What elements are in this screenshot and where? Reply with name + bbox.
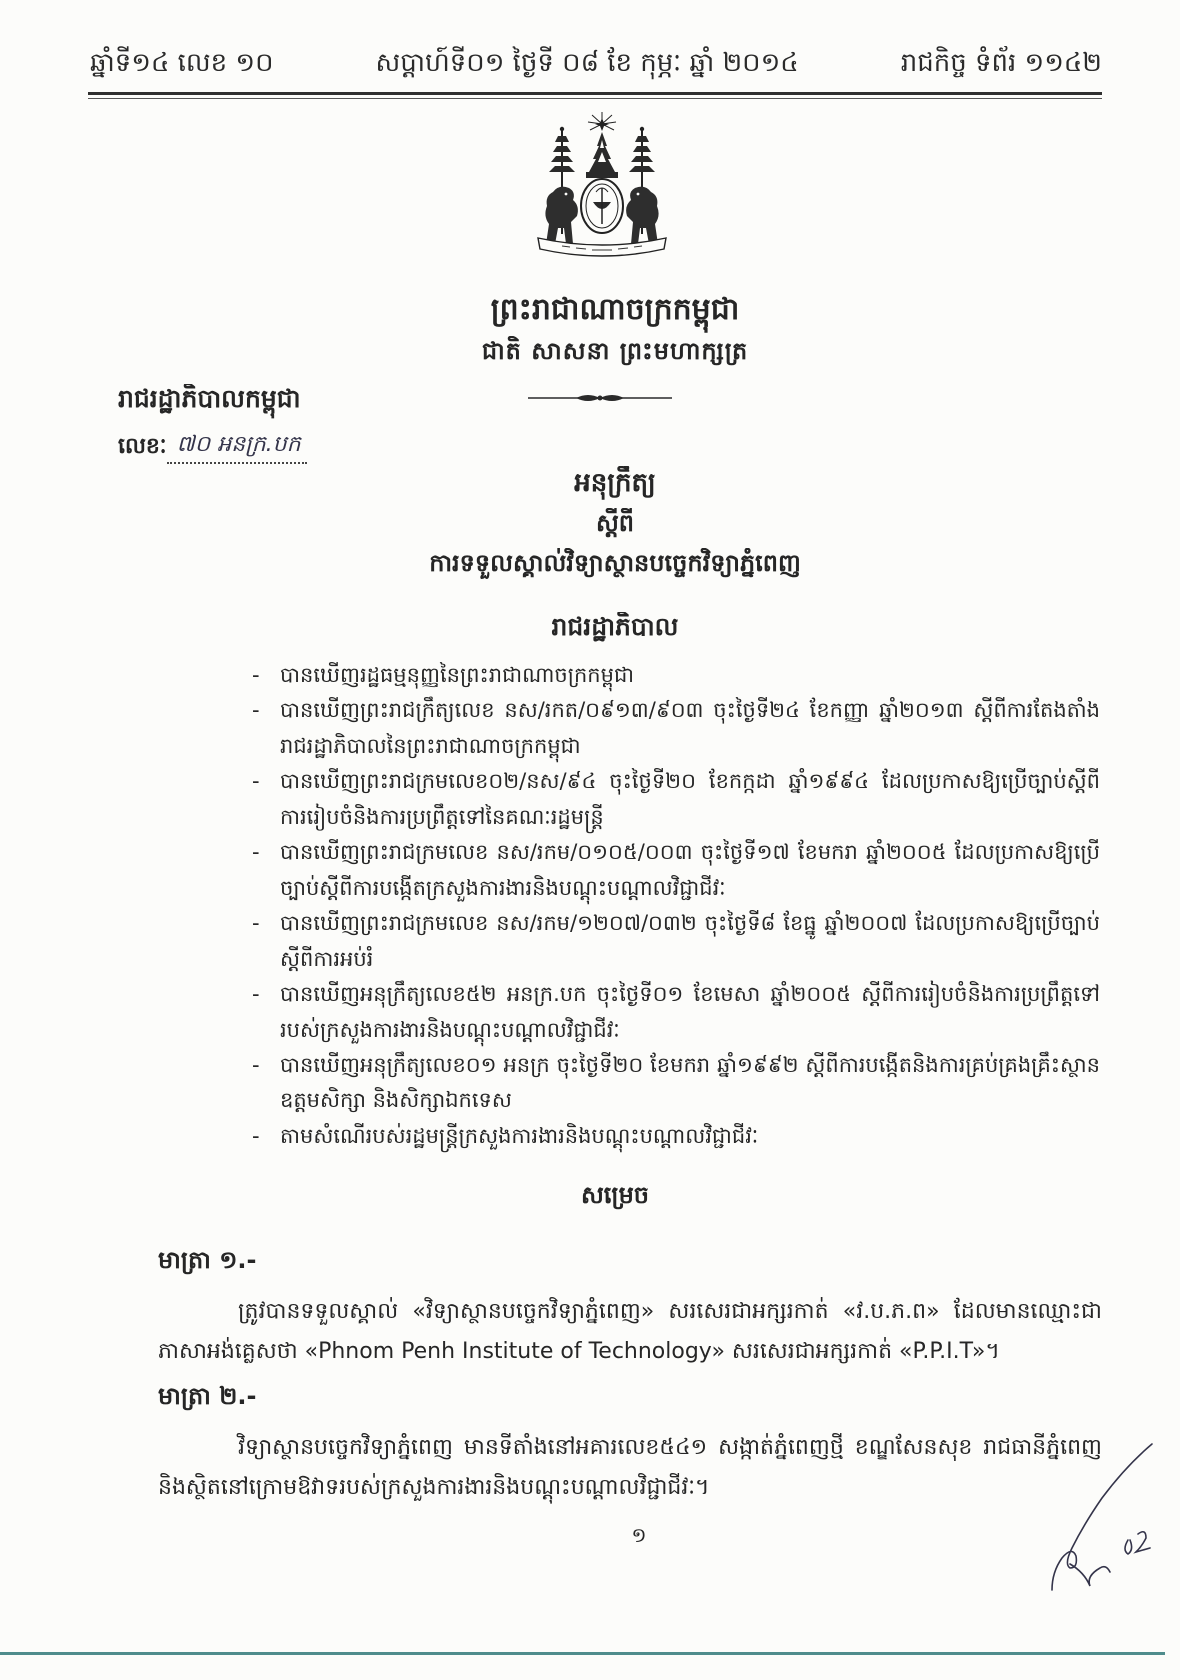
scan-edge-line [0, 1652, 1165, 1655]
bullet-marker: - [252, 698, 260, 723]
reference-label: លេខៈ [118, 434, 167, 459]
decision-heading: សម្រេច [580, 1181, 650, 1209]
gazette-page-ref: រាជកិច្ច ទំព័រ ១១៤២ [900, 48, 1102, 78]
list-item [252, 658, 1100, 693]
list-item [252, 835, 1100, 906]
list-item [252, 764, 1100, 835]
bullet-marker: - [252, 663, 260, 687]
article-2-label: មាត្រា ២.- [158, 1382, 257, 1410]
reference-handwritten-number: ៧០ អនក្រ.បក [167, 430, 307, 464]
gazette-year-issue: ឆ្នាំទី១៤ លេខ ១០ [90, 48, 274, 78]
bullet-marker: - [252, 1052, 260, 1077]
handwritten-initials-icon [1030, 1440, 1160, 1600]
list-item-text: បានឃើញរដ្ឋធម្មនុញ្ញនៃព្រះរាជាណាចក្រកម្ពុជា [280, 663, 634, 687]
preamble-list [252, 658, 1100, 1168]
list-item-text: បានឃើញព្រះរាជក្រឹត្យលេខ នស/រកត/០៩១៣/៩០៣ ចុះថ្ងៃទី២៤ ខែកញ្ញា ឆ្នាំ២០១៣ ស្តីពីការតែងតាំងរាជរដ្ឋាភិបាលនៃព្រះរាជាណាចក្រកម្ពុជា [280, 698, 1100, 758]
list-item [252, 693, 1100, 764]
bullet-marker: - [252, 911, 260, 936]
bullet-marker: - [252, 982, 260, 1007]
bullet-marker: - [252, 1123, 260, 1148]
list-item-text: បានឃើញអនុក្រឹត្យលេខ០១ អនក្រ ចុះថ្ងៃទី២០ ខែមករា ឆ្នាំ១៩៩២ ស្តីពីការបង្កើតនិងការគ្រប់គ្រងគ្រឹះស្ថានឧត្តមសិក្សា និងសិក្សាឯកទេស [280, 1052, 1100, 1113]
article-2-text: វិទ្យាស្ថានបច្ចេកវិទ្យាភ្នំពេញ មានទីតាំងនៅអគារលេខ៥៤១ សង្កាត់ភ្នំពេញថ្មី ខណ្ឌសែនសុខ រាជធានីភ្នំពេញ និងស្ថិតនៅក្រោមឱវាទរបស់ក្រសួងការងារនិងបណ្តុះបណ្តាលវិជ្ជាជីវៈ។ [158, 1435, 1102, 1500]
bullet-marker: - [252, 840, 260, 865]
document-subject: ការទទួលស្គាល់វិទ្យាស្ថានបច្ចេកវិទ្យាភ្នំពេញ [429, 549, 801, 577]
preamble-heading: រាជរដ្ឋាភិបាល [551, 612, 679, 641]
issuer-name: រាជរដ្ឋាភិបាលកម្ពុជា [118, 384, 301, 413]
list-item [252, 1048, 1100, 1119]
reference-number [118, 428, 458, 464]
bullet-marker: - [252, 769, 260, 794]
article-1-label: មាត្រា ១.- [158, 1246, 257, 1274]
list-item [252, 977, 1100, 1048]
document-about: ស្តីពី [595, 509, 635, 537]
divider-ornament-icon [528, 391, 672, 405]
national-motto: ជាតិ សាសនា ព្រះមហាក្សត្រ [481, 337, 749, 365]
document-type: អនុក្រឹត្យ [574, 468, 656, 498]
list-item-text: បានឃើញព្រះរាជក្រមលេខ នស/រកម/១២០៧/០៣២ ចុះថ្ងៃទី៨ ខែធ្នូ ឆ្នាំ២០០៧ ដែលប្រកាសឱ្យប្រើច្បាប់ស្តីពីការអប់រំ [280, 911, 1100, 971]
list-item [252, 906, 1100, 977]
list-item-text: តាមសំណើរបស់រដ្ឋមន្ត្រីក្រសួងការងារនិងបណ្តុះបណ្តាលវិជ្ជាជីវៈ [280, 1123, 759, 1148]
list-item-text: បានឃើញព្រះរាជក្រមលេខ នស/រកម/០១០៥/០០៣ ចុះថ្ងៃទី១៧ ខែមករា ឆ្នាំ២០០៥ ដែលប្រកាសឱ្យប្រើច្បាប់ស្តីពីការបង្កើតក្រសួងការងារនិងបណ្តុះបណ្តាលវិជ្ជាជីវៈ [280, 840, 1100, 900]
list-item-text: បានឃើញព្រះរាជក្រមលេខ០២/នស/៩៤ ចុះថ្ងៃទី២០ ខែកក្កដា ឆ្នាំ១៩៩៤ ដែលប្រកាសឱ្យប្រើច្បាប់ស្តីពីការរៀបចំនិងការប្រព្រឹត្តទៅនៃគណៈរដ្ឋមន្ត្រី [280, 769, 1100, 829]
page-number: ១ [631, 1523, 647, 1547]
gazette-header [90, 44, 1102, 86]
list-item-text: បានឃើញអនុក្រឹត្យលេខ៥២ អនក្រ.បក ចុះថ្ងៃទី០១ ខែមេសា ឆ្នាំ២០០៥ ស្តីពីការរៀបចំនិងការប្រព្រឹត្តទៅរបស់ក្រសួងការងារនិងបណ្តុះបណ្តាលវិជ្ជាជីវៈ [280, 982, 1100, 1042]
royal-coat-of-arms-icon [522, 112, 682, 260]
article-1-text: ត្រូវបានទទួលស្គាល់ «វិទ្យាស្ថានបច្ចេកវិទ្យាភ្នំពេញ» សរសេរជាអក្សរកាត់ «វ.ប.ភ.ព» ដែលមានឈ្មោះជាភាសាអង់គ្លេសថា «Phnom Penh Institute of Technology» សរសេរជាអក្សរកាត់ «P.P.I.T»។ [158, 1299, 1102, 1364]
header-rule-thick [88, 92, 1102, 95]
kingdom-name: ព្រះរាជាណាចក្រកម្ពុជា [490, 292, 740, 327]
list-item [252, 1119, 1100, 1154]
gazette-week-date: សប្តាហ៍ទី០១ ថ្ងៃទី ០៨ ខែ កុម្ភៈ ឆ្នាំ ២០១៤ [375, 48, 799, 78]
header-rule-thin [88, 98, 1102, 99]
